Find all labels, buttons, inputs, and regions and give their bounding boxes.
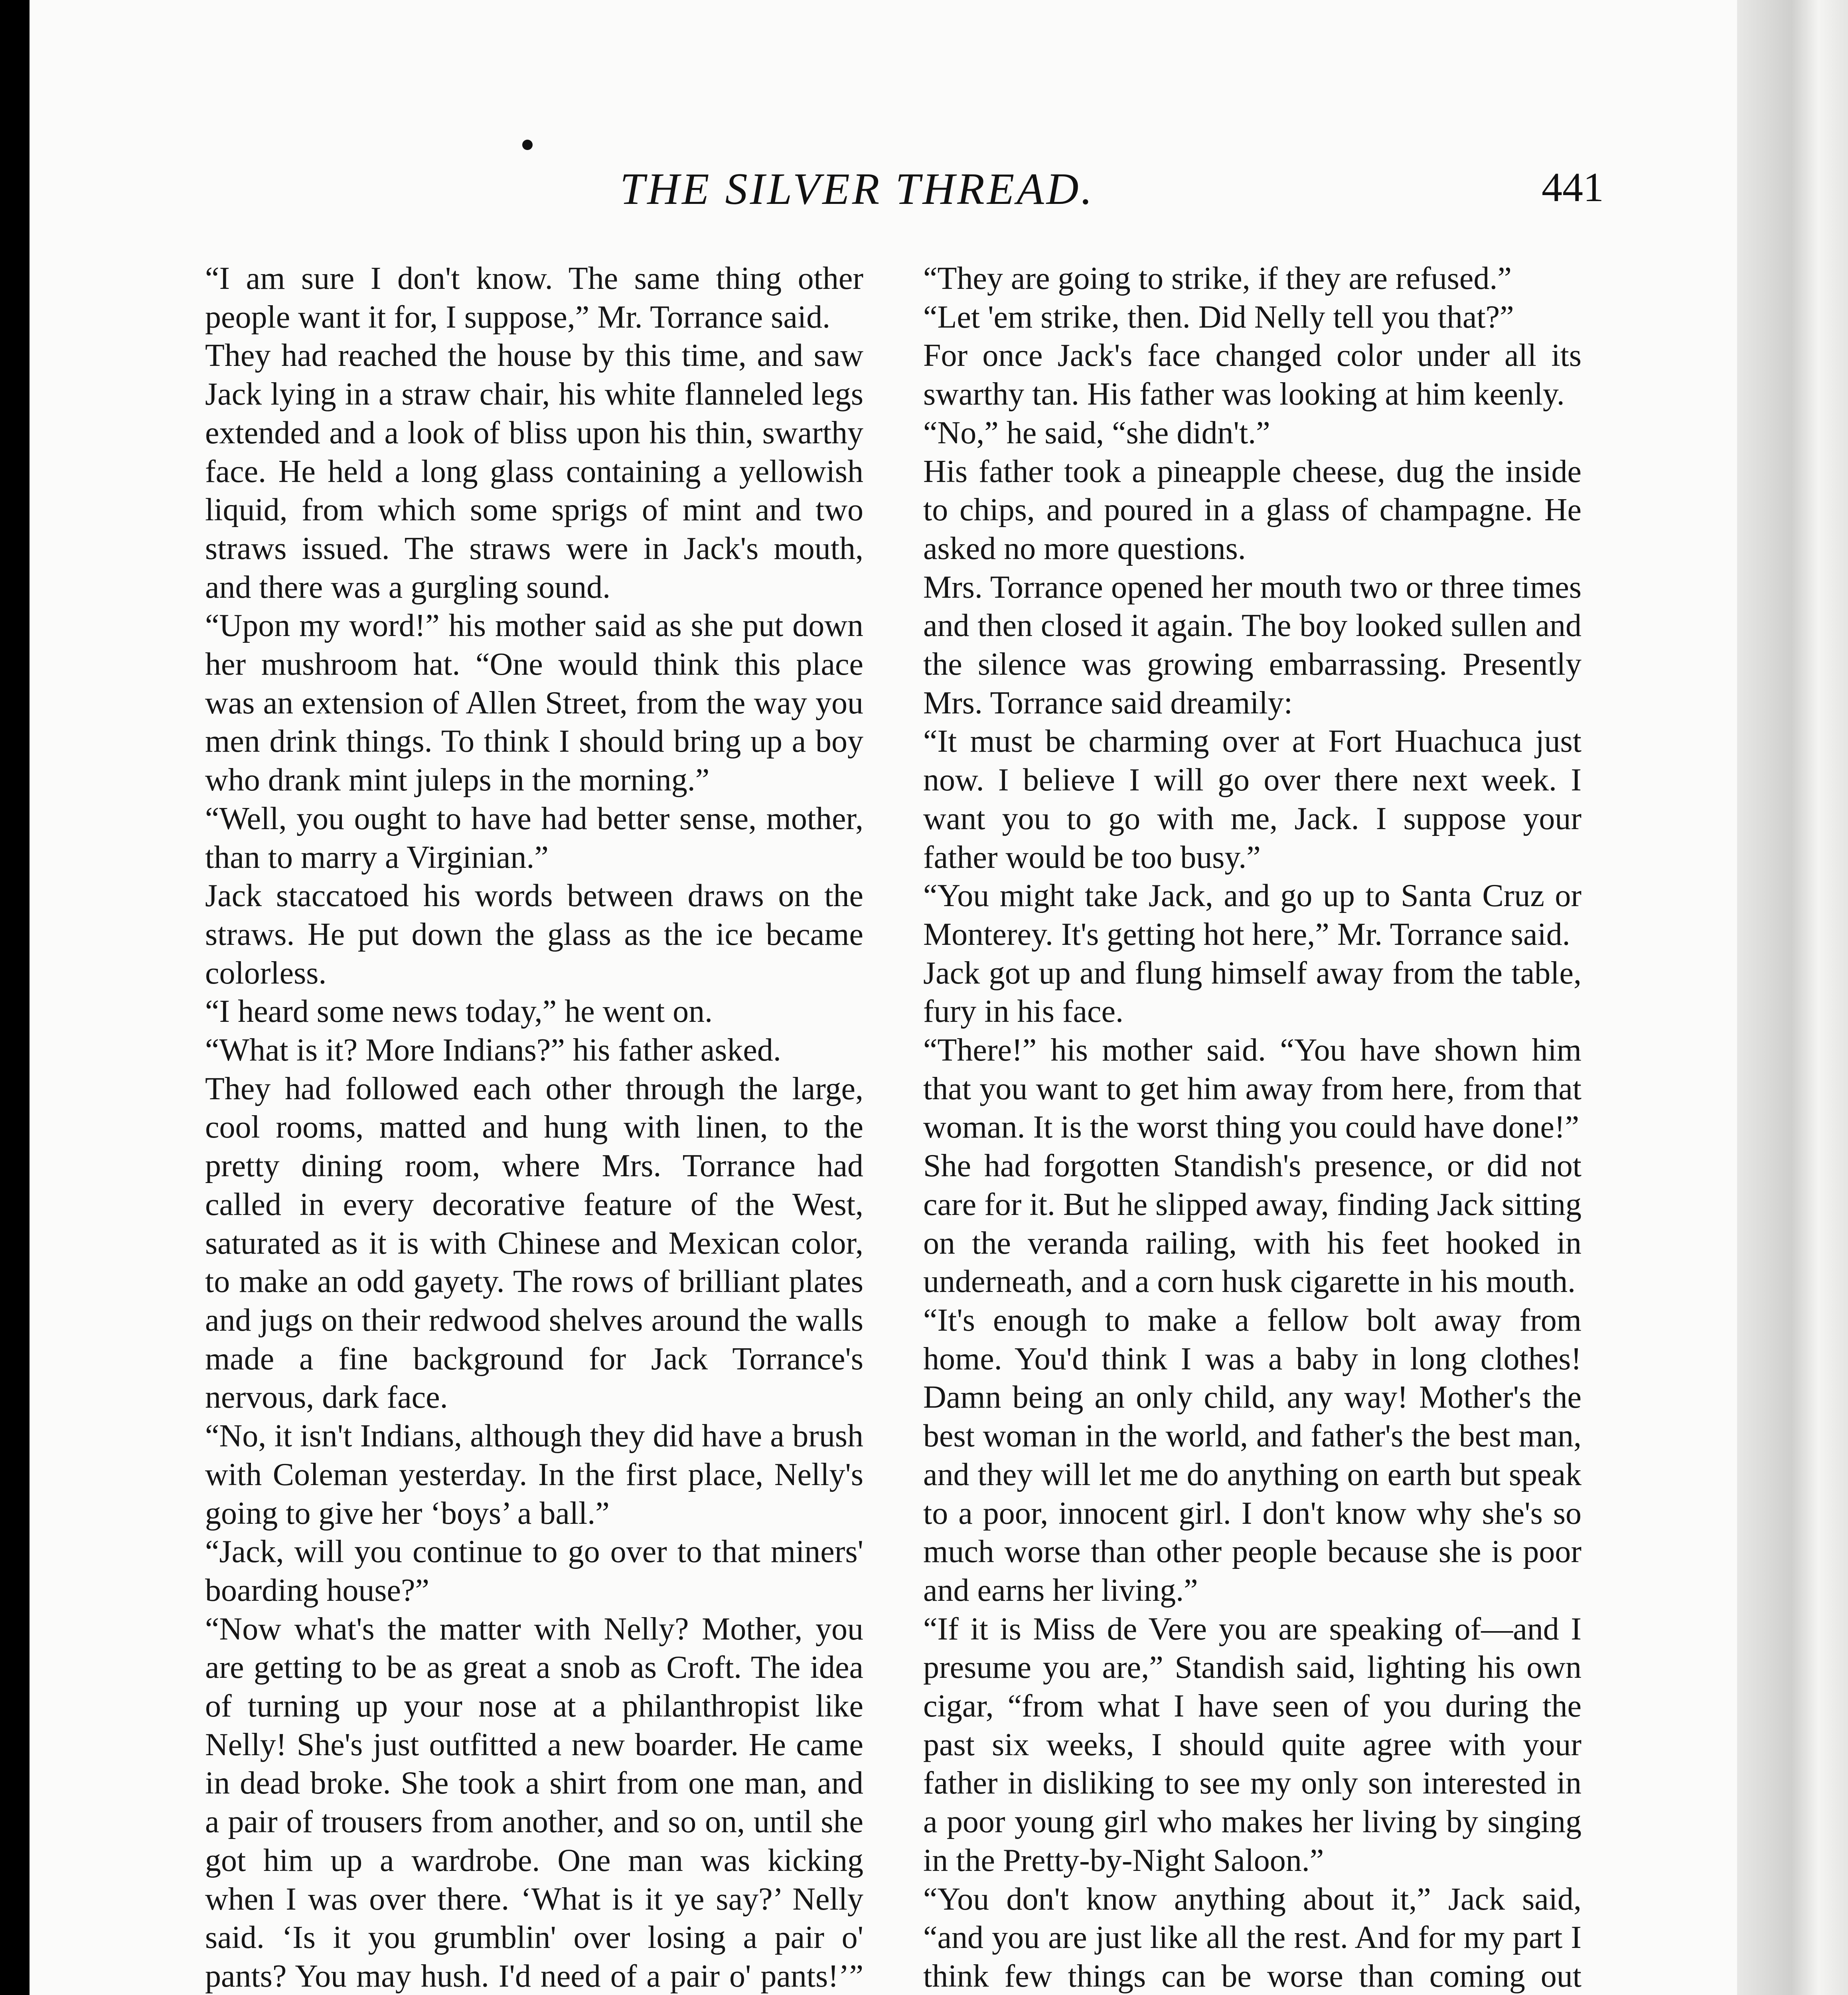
paragraph: They had reached the house by this time, and saw Jack lying in a straw chair, his white flanneled legs extended and a look of bliss upon his thin, swarthy face. He held a long glass containing a yellowish liquid, from which some sprigs of mint and two straws issued. The straws were in Jack's mouth, and there was a gurgling sound. bbox=[205, 338, 863, 605]
paragraph: “No,” he said, “she didn't.” bbox=[923, 415, 1270, 450]
paragraph: For once Jack's face changed color under all its swarthy tan. His father was looking at him keenly. bbox=[923, 338, 1581, 412]
paragraph: “I am sure I don't know. The same thing other people want it for, I suppose,” Mr. Torrance said. bbox=[205, 261, 863, 335]
left-column bbox=[205, 259, 863, 1995]
paragraph: “No, it isn't Indians, although they did have a brush with Coleman yesterday. In the first place, Nelly's going to give her ‘boys’ a ball.” bbox=[205, 1418, 863, 1531]
page-edge bbox=[1737, 0, 1848, 1995]
ink-dot bbox=[522, 140, 533, 150]
paragraph: “Let 'em strike, then. Did Nelly tell you that?” bbox=[923, 299, 1514, 335]
paragraph: “Well, you ought to have had better sense, mother, than to marry a Virginian.” bbox=[205, 801, 863, 875]
running-title: THE SILVER THREAD. bbox=[620, 164, 1095, 214]
paragraph: “I heard some news today,” he went on. bbox=[205, 994, 713, 1029]
paragraph: “Upon my word!” his mother said as she put down her mushroom hat. “One would think this place was an extension of Allen Street, from the way you men drink things. To think I should bring up a boy who drank mint juleps in the morning.” bbox=[205, 608, 863, 798]
right-column bbox=[923, 259, 1581, 1995]
paragraph: “They are going to strike, if they are refused.” bbox=[923, 261, 1512, 296]
paragraph: Jack staccatoed his words between draws on the straws. He put down the glass as the ice became colorless. bbox=[205, 878, 863, 991]
paragraph: “You don't know anything about it,” Jack said, “and you are just like all the rest. And for my part I think few things can be worse than coming out bbox=[923, 1881, 1581, 1994]
paragraph: “It's enough to make a fellow bolt away from home. You'd think I was a baby in long clothes! Damn being an only child, any way! Mother's the best woman in the world, and father's the best man, and they will let me do anything on earth but speak to a poor, innocent girl. I don't know why she's so much worse than other people because she is poor and earns her living.” bbox=[923, 1302, 1581, 1608]
paragraph: Mrs. Torrance opened her mouth two or three times and then closed it again. The boy looked sullen and the silence was growing embarrassing. Presently Mrs. Torrance said dreamily: bbox=[923, 569, 1581, 721]
paragraph: “If it is Miss de Vere you are speaking of—and I presume you are,” Standish said, lighting his own cigar, “from what I have seen of you during the past six weeks, I should quite agree with your father in disliking to see my only son interested in a poor young girl who makes her living by singing in the Pretty-by-Night Saloon.” bbox=[923, 1611, 1581, 1878]
paragraph: “What is it? More Indians?” his father asked. bbox=[205, 1033, 781, 1068]
paragraph: “Now what's the matter with Nelly? Mother, you are getting to be as great a snob as Croft. The idea of turning up your nose at a philanthropist like Nelly! She's just outfitted a new boarder. He came in dead broke. She took a shirt from one man, and a pair of trousers from another, and so on, until she got him up a wardrobe. One man was kicking when I was over there. ‘What is it ye say?’ Nelly said. ‘Is it you grumblin' over losing a pair o' pants? You may hush. I'd need of a pair o' pants!’” bbox=[205, 1611, 863, 1994]
paragraph: Jack got up and flung himself away from the table, fury in his face. bbox=[923, 955, 1581, 1029]
magazine-page bbox=[30, 0, 1761, 1995]
paragraph: His father took a pineapple cheese, dug the inside to chips, and poured in a glass of champagne. He asked no more questions. bbox=[923, 454, 1581, 566]
paragraph: “Jack, will you continue to go over to that miners' boarding house?” bbox=[205, 1534, 863, 1608]
page-number: 441 bbox=[1542, 164, 1604, 210]
paragraph: They had followed each other through the large, cool rooms, matted and hung with linen, to the pretty dining room, where Mrs. Torrance had called in every decorative feature of the West, saturated as it is with Chinese and Mexican color, to make an odd gayety. The rows of brilliant plates and jugs on their redwood shelves around the walls made a fine background for Jack Torrance's nervous, dark face. bbox=[205, 1071, 863, 1415]
paragraph: She had forgotten Standish's presence, or did not care for it. But he slipped away, finding Jack sitting on the veranda railing, with his feet hooked in underneath, and a corn husk cigarette in his mouth. bbox=[923, 1148, 1581, 1300]
paragraph: “It must be charming over at Fort Huachuca just now. I believe I will go over there next week. I want you to go with me, Jack. I suppose your father would be too busy.” bbox=[923, 724, 1581, 875]
paragraph: “You might take Jack, and go up to Santa Cruz or Monterey. It's getting hot here,” Mr. Torrance said. bbox=[923, 878, 1581, 952]
paragraph: “There!” his mother said. “You have shown him that you want to get him away from here, from that woman. It is the worst thing you could have done!” bbox=[923, 1033, 1581, 1145]
